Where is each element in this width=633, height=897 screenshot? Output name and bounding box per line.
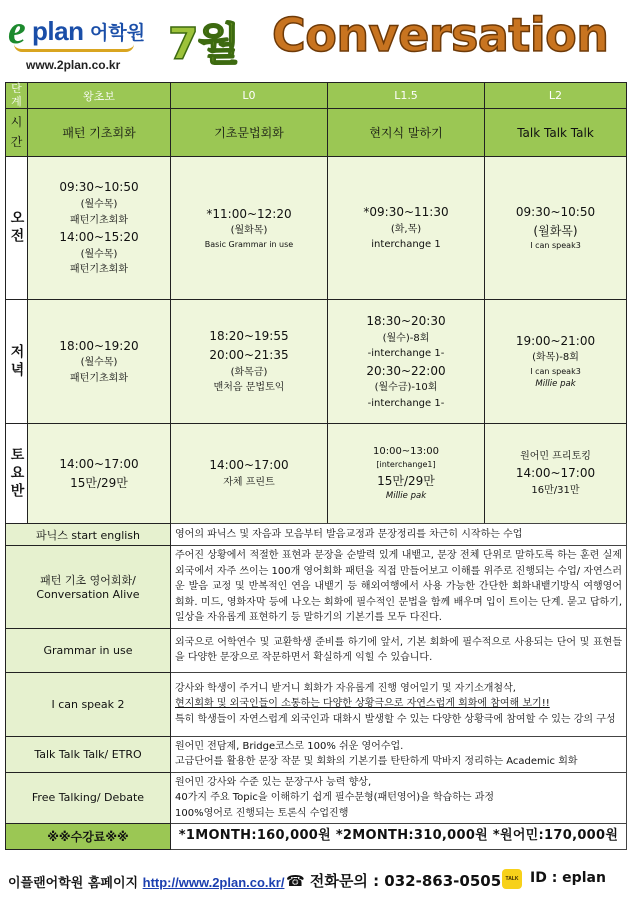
- slot-line: *11:00~12:20: [206, 206, 292, 221]
- course-header-row: [6, 109, 627, 157]
- time-slot: [171, 300, 328, 424]
- time-slot: [485, 157, 627, 300]
- course-description: [171, 628, 627, 672]
- slot-line: 19:00~21:00: [515, 333, 596, 348]
- slot-line: 14:00~17:00: [209, 458, 289, 473]
- row-label: 저녁: [6, 300, 28, 424]
- slot-line: Millie pak: [385, 491, 427, 502]
- kakaotalk-icon: TALK: [502, 869, 522, 889]
- time-slot: [28, 157, 171, 300]
- slot-line: 18:30~20:30: [366, 313, 446, 328]
- slot-line: (화목)-8회: [532, 352, 579, 364]
- slot-line: -interchange 1-: [367, 397, 445, 409]
- schedule-row-morning: [6, 157, 627, 300]
- slot-line: I can speak3: [530, 241, 581, 251]
- desc-row: [6, 772, 627, 824]
- slot-line: 자체 프린트: [223, 477, 275, 489]
- desc-row: [6, 736, 627, 772]
- fee-label: ※※수강료※※: [6, 824, 171, 850]
- time-slot: [171, 157, 328, 300]
- time-slot: [328, 300, 485, 424]
- course-description-table: [5, 523, 627, 850]
- kakao-id: ID : eplan: [530, 870, 606, 886]
- eplan-logo[interactable]: [8, 8, 148, 52]
- slot-line: 원어민 프리토킹: [520, 450, 591, 462]
- slot-line: 20:30~22:00: [366, 363, 446, 378]
- slot-line: 14:00~15:20: [59, 230, 139, 244]
- slot-line: 16만/31만: [531, 484, 580, 496]
- description-line: 원어민 전담제, Bridge코스로 100% 쉬운 영어수업.: [175, 740, 404, 752]
- slot-line: (월수)-8회: [382, 332, 430, 344]
- slot-line: 14:00~17:00: [515, 466, 596, 481]
- slot-line: 09:30~10:50: [515, 205, 596, 220]
- time-slot: [485, 300, 627, 424]
- slot-line: Millie pak: [535, 379, 576, 390]
- desc-row: [6, 546, 627, 629]
- time-slot: [28, 424, 171, 524]
- desc-row: [6, 628, 627, 672]
- course-header: 패턴 기초회화: [28, 109, 171, 157]
- logo-e: e: [8, 7, 26, 52]
- fee-text: *1MONTH:160,000원 *2MONTH:310,000원 *원어민:170,000원: [171, 824, 627, 850]
- slot-line: Basic Grammar in use: [204, 239, 294, 249]
- slot-line: -interchange 1-: [367, 348, 445, 359]
- slot-line: 맨처음 문법토익: [213, 382, 285, 394]
- description-line: 외국으로 어학연수 및 교환학생 준비를 하기에 앞서, 기본 회화에 필수적으로 사용되는 단어 및 표현들을 다양한 문장으로 작문하면서 확실하게 익힐 수 있습니다.: [175, 636, 622, 663]
- course-name: Grammar in use: [6, 628, 171, 672]
- course-description: [171, 736, 627, 772]
- logo-plan: plan: [32, 16, 84, 46]
- slot-line: (월수목): [80, 357, 118, 369]
- slot-line: *09:30~11:30: [363, 205, 449, 220]
- description-line: 고급단어를 활용한 문장 작문 및 회화의 기본기를 탄탄하게 막바지 정리하는 Academic 회화: [175, 756, 578, 767]
- slot-line: I can speak3: [530, 366, 581, 376]
- site-url: www.2plan.co.kr: [26, 58, 121, 72]
- logo-swoosh: [14, 44, 134, 52]
- description-line: 원어민 강사와 수준 있는 문장구사 능력 향상,: [175, 776, 372, 788]
- slot-line: (화,목): [390, 223, 422, 235]
- time-slot: [171, 424, 328, 524]
- page-header: [0, 0, 633, 78]
- description-line: 주어진 상황에서 적절한 표현과 문장을 순발력 있게 내뱉고, 문장 전체 단위로 말하도록 하는 훈련 실제 외국에서 자주 쓰이는 100개 영어회화 패턴을 직접 만들어보고 이해를 위주로 진행되는 수업/ 자연스러운 발음 교정 및 반복적인 연음 내뱉기 등 해외여행에서 사용 가능한 간단한 회화내뱉기방식 여행영어회화. 미드, 영화자막 등에 나오는 회화에 필수적인 문법을 함께 배우며 입이 트이는 단계. 묻고 답하기, 일상을 자유롭게 표현하기 등 말하기의 기본기를 모두 다진다.: [175, 550, 623, 623]
- slot-line: 15만/29만: [70, 475, 128, 490]
- title-conversation: Conversation: [272, 8, 609, 62]
- schedule-row-saturday: [6, 424, 627, 524]
- course-description: [171, 546, 627, 629]
- slot-line: (월수금)-10회: [374, 382, 438, 394]
- phone-contact: ☎ 전화문의 : 032-863-0505: [286, 872, 502, 890]
- page-title: [168, 8, 628, 70]
- course-header: Talk Talk Talk: [485, 109, 627, 157]
- course-description: [171, 524, 627, 546]
- course-name: 파닉스 start english: [6, 524, 171, 546]
- slot-line: 09:30~10:50: [59, 180, 139, 195]
- course-description: [171, 672, 627, 736]
- homepage-label: 이플랜어학원 홈페이지: [8, 876, 143, 891]
- slot-line: 18:20~19:55: [209, 329, 289, 344]
- schedule-table: [5, 82, 627, 524]
- fee-row: [6, 824, 627, 850]
- course-header: 현지식 말하기: [328, 109, 485, 157]
- slot-line: (월화목): [533, 223, 578, 238]
- course-name: Talk Talk Talk/ ETRO: [6, 736, 171, 772]
- level-header: 왕초보: [28, 83, 171, 109]
- slot-line: (월수목): [80, 199, 118, 210]
- slot-line: 패턴기초회화: [70, 214, 128, 226]
- description-line: 현지회화 및 외국인들이 소통하는 다양한 상황극으로 자연스럽게 회화에 참여해 보기!!: [175, 698, 550, 710]
- level-header: L2: [485, 83, 627, 109]
- slot-line: 10:00~13:00: [372, 445, 439, 457]
- slot-line: 18:00~19:20: [59, 338, 139, 353]
- slot-line: 패턴기초회화: [70, 264, 128, 276]
- level-header: L0: [171, 83, 328, 109]
- slot-line: 20:00~21:35: [209, 348, 289, 362]
- description-line: 특히 학생들이 자연스럽게 외국인과 대화시 발생할 수 있는 다양한 상황극에 참여할 수 있는 강의 구성: [175, 713, 616, 725]
- slot-line: 14:00~17:00: [59, 456, 139, 471]
- course-name: Free Talking/ Debate: [6, 772, 171, 824]
- time-slot: [485, 424, 627, 524]
- desc-row: [6, 524, 627, 546]
- slot-line: (월수목): [80, 248, 118, 260]
- time-slot: [328, 157, 485, 300]
- description-line: 영어의 파닉스 및 자음과 모음부터 발음교정과 문장정리를 차근히 시작하는 수업: [175, 528, 523, 540]
- slot-line: [interchange1]: [376, 460, 436, 470]
- slot-line: (월화목): [230, 225, 268, 237]
- course-name: I can speak 2: [6, 672, 171, 736]
- stub-time: 시 간: [6, 109, 28, 157]
- desc-row: [6, 672, 627, 736]
- time-slot: [28, 300, 171, 424]
- homepage-link[interactable]: http://www.2plan.co.kr/: [142, 875, 285, 890]
- description-line: 100%영어로 진행되는 토론식 수업진행: [175, 807, 349, 819]
- slot-line: 패턴기초회화: [70, 372, 128, 384]
- row-label: 토요반: [6, 424, 28, 524]
- logo-academy: 어학원: [90, 22, 146, 44]
- stub-level: 단 계: [6, 83, 28, 109]
- slot-line: 15만/29만: [377, 473, 435, 488]
- schedule-row-evening: [6, 300, 627, 424]
- description-line: 강사와 학생이 주거니 받거니 회화가 자유롭게 진행 영어일기 및 자기소개첨삭,: [175, 682, 516, 694]
- course-description: [171, 772, 627, 824]
- level-header-row: [6, 83, 627, 109]
- course-name: 패턴 기초 영어회화/ Conversation Alive: [6, 546, 171, 629]
- time-slot: [328, 424, 485, 524]
- course-header: 기초문법회화: [171, 109, 328, 157]
- description-line: 40가지 주요 Topic을 이해하기 쉽게 필수문형(패턴영어)을 학습하는 과정: [175, 792, 495, 803]
- homepage-info: [8, 872, 284, 891]
- level-header: L1.5: [328, 83, 485, 109]
- slot-line: interchange 1: [371, 239, 441, 251]
- page-footer: [8, 870, 628, 892]
- slot-line: (화목금): [230, 366, 268, 378]
- row-label: 오전: [6, 157, 28, 300]
- title-month: 7월: [168, 19, 240, 70]
